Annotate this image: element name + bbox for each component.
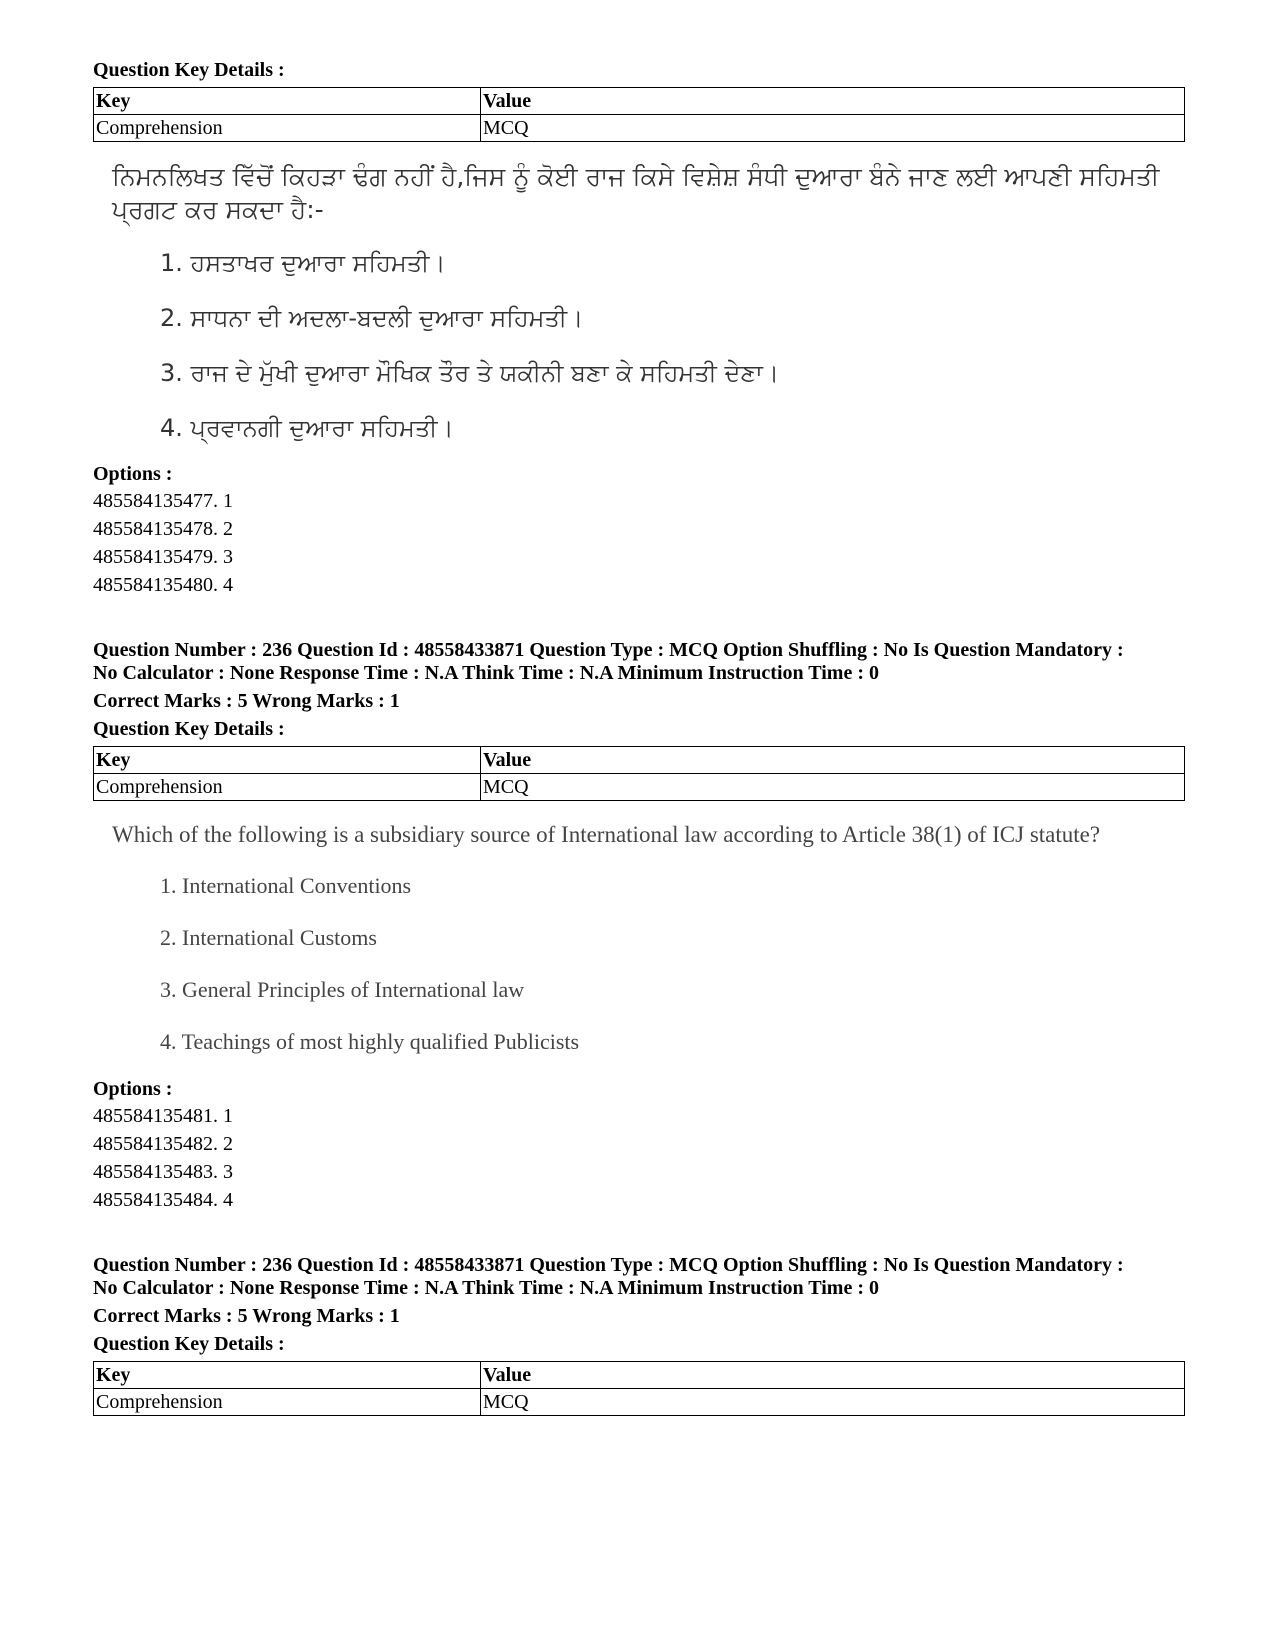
- option-3: 485584135483. 3: [93, 1161, 233, 1183]
- options-label: Options :: [93, 1078, 173, 1100]
- option-4: 485584135480. 4: [93, 574, 233, 596]
- choice-1: 1. ਹਸਤਾਖਰ ਦੁਆਰਾ ਸਹਿਮਤੀ।: [160, 249, 446, 277]
- key-details-table: [93, 87, 1185, 142]
- table-header-value: Value: [481, 747, 1185, 774]
- choice-4: 4. Teachings of most highly qualified Publicists: [160, 1029, 580, 1054]
- table-cell-value: MCQ: [481, 1389, 1185, 1416]
- table-cell-value: MCQ: [481, 774, 1185, 801]
- question-block-2: [93, 639, 1185, 1214]
- option-3: 485584135479. 3: [93, 546, 233, 568]
- option-2: 485584135482. 2: [93, 1133, 233, 1155]
- option-1: 485584135481. 1: [93, 1105, 233, 1127]
- choice-3: 3. ਰਾਜ ਦੇ ਮੁੱਖੀ ਦੁਆਰਾ ਮੌਖਿਕ ਤੌਰ ਤੇ ਯਕੀਨੀ ਬਣਾ ਕੇ ਸਹਿਮਤੀ ਦੇਣਾ।: [160, 359, 780, 387]
- option-1: 485584135477. 1: [93, 490, 233, 512]
- table-header-value: Value: [481, 88, 1185, 115]
- key-details-label: Question Key Details :: [93, 1333, 285, 1355]
- key-details-label: Question Key Details :: [93, 59, 285, 81]
- table-cell-key: Comprehension: [94, 115, 481, 142]
- choice-3: 3. General Principles of International law: [160, 977, 525, 1002]
- key-details-table: [93, 1361, 1185, 1416]
- question-block-1: [93, 58, 1185, 599]
- question-block-3: [93, 1254, 1185, 1416]
- option-2: 485584135478. 2: [93, 518, 233, 540]
- table-cell-value: MCQ: [481, 115, 1185, 142]
- key-details-table: [93, 746, 1185, 801]
- choice-4: 4. ਪ੍ਰਵਾਨਗੀ ਦੁਆਰਾ ਸਹਿਮਤੀ।: [160, 414, 454, 442]
- question-meta-line-1: Question Number : 236 Question Id : 48558433871 Question Type : MCQ Option Shuffling : No Is Question Mandatory :: [93, 639, 1124, 661]
- question-meta-line-1: Question Number : 236 Question Id : 48558433871 Question Type : MCQ Option Shuffling : No Is Question Mandatory :: [93, 1254, 1124, 1276]
- key-details-label: Question Key Details :: [93, 718, 285, 740]
- table-header-key: Key: [94, 747, 481, 774]
- document-page: [93, 58, 1185, 1416]
- question-text: ਨਿਮਨਲਿਖਤ ਵਿੱਚੋਂ ਕਿਹੜਾ ਢੰਗ ਨਹੀਂ ਹੈ,ਜਿਸ ਨੂੰ ਕੋਈ ਰਾਜ ਕਿਸੇ ਵਿਸ਼ੇਸ਼ ਸੰਧੀ ਦੁਆਰਾ ਬੰਨੇ ਜਾਣ ਲਈ ਆਪਣੀ ਸਹਿਮਤੀ ਪ੍ਰਗਟ ਕਰ ਸਕਦਾ ਹੈ:-: [112, 162, 1160, 224]
- marks-line: Correct Marks : 5 Wrong Marks : 1: [93, 1305, 400, 1327]
- table-header-key: Key: [94, 1362, 481, 1389]
- option-4: 485584135484. 4: [93, 1189, 233, 1211]
- question-text: Which of the following is a subsidiary source of International law according to Article 38(1) of ICJ statute?: [112, 822, 1101, 847]
- marks-line: Correct Marks : 5 Wrong Marks : 1: [93, 690, 400, 712]
- question-image-english: [112, 821, 1185, 1056]
- table-cell-key: Comprehension: [94, 774, 481, 801]
- question-meta-line-2: No Calculator : None Response Time : N.A Think Time : N.A Minimum Instruction Time : 0: [93, 662, 879, 684]
- table-header-key: Key: [94, 88, 481, 115]
- choice-2: 2. International Customs: [160, 925, 377, 950]
- question-image-punjabi: [112, 160, 1185, 443]
- table-cell-key: Comprehension: [94, 1389, 481, 1416]
- table-header-value: Value: [481, 1362, 1185, 1389]
- question-meta-line-2: No Calculator : None Response Time : N.A Think Time : N.A Minimum Instruction Time : 0: [93, 1277, 879, 1299]
- choice-2: 2. ਸਾਧਨਾ ਦੀ ਅਦਲਾ-ਬਦਲੀ ਦੁਆਰਾ ਸਹਿਮਤੀ।: [160, 304, 584, 332]
- options-label: Options :: [93, 463, 173, 485]
- choice-1: 1. International Conventions: [160, 873, 412, 898]
